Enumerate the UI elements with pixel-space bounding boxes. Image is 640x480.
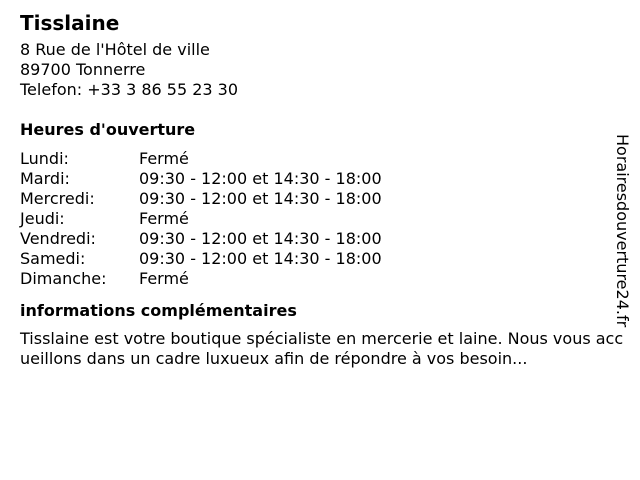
day-label: Mercredi: — [20, 189, 95, 208]
day-label: Vendredi: — [20, 229, 96, 248]
hours-value: Fermé — [139, 149, 189, 168]
hours-row-sunday — [20, 269, 620, 289]
hours-row-friday — [20, 229, 620, 249]
phone-number: Telefon: +33 3 86 55 23 30 — [20, 80, 239, 99]
day-label: Lundi: — [20, 149, 69, 168]
day-label: Mardi: — [20, 169, 70, 188]
address-line-2: 89700 Tonnerre — [20, 60, 146, 79]
hours-value: 09:30 - 12:00 et 14:30 - 18:00 — [139, 189, 382, 208]
hours-value: 09:30 - 12:00 et 14:30 - 18:00 — [139, 169, 382, 188]
site-watermark: Horairesdouverture24.fr — [613, 134, 632, 328]
hours-row-monday — [20, 149, 620, 169]
day-label: Jeudi: — [20, 209, 65, 228]
day-label: Samedi: — [20, 249, 86, 268]
address-line-1: 8 Rue de l'Hôtel de ville — [20, 40, 210, 59]
hours-row-wednesday — [20, 189, 620, 209]
opening-hours-heading: Heures d'ouverture — [20, 120, 196, 139]
hours-value: Fermé — [139, 209, 189, 228]
hours-value: 09:30 - 12:00 et 14:30 - 18:00 — [139, 229, 382, 248]
store-name: Tisslaine — [20, 11, 120, 35]
day-label: Dimanche: — [20, 269, 107, 288]
additional-info-heading: informations complémentaires — [20, 301, 297, 320]
hours-row-saturday — [20, 249, 620, 269]
additional-info-text: Tisslaine est votre boutique spécialiste en mercerie et laine. Nous vous accueillons dans un cadre luxueux afin de répondre à vos besoin... — [20, 329, 624, 368]
hours-row-tuesday — [20, 169, 620, 189]
hours-row-thursday — [20, 209, 620, 229]
hours-value: 09:30 - 12:00 et 14:30 - 18:00 — [139, 249, 382, 268]
hours-value: Fermé — [139, 269, 189, 288]
opening-hours-table — [20, 149, 620, 289]
